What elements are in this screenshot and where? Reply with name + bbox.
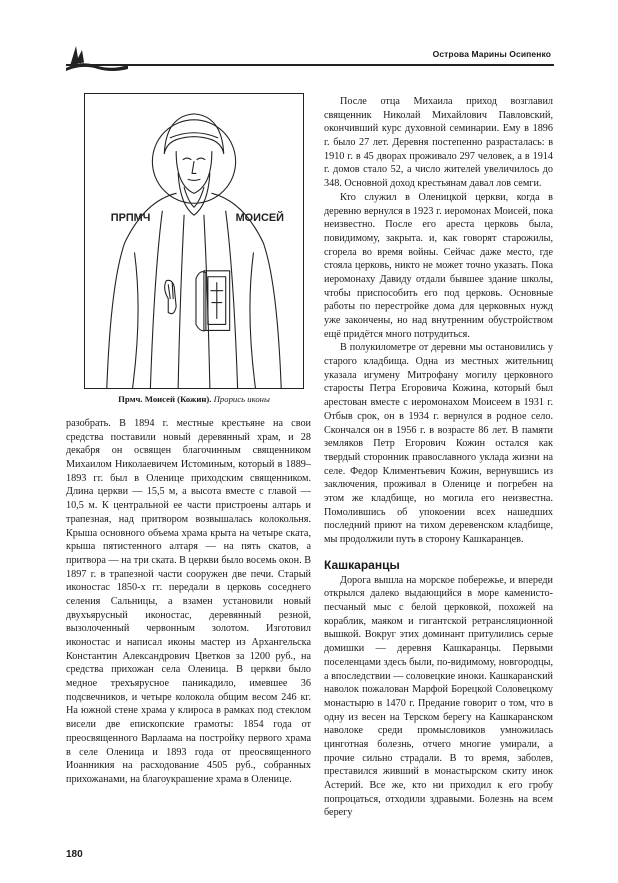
paragraph: В полукилометре от деревни мы остановились у старого кладбища. Одна из местных жительниц указала игумену Митрофану могилу церковного старосты Петра Егоровича Кожина, который был арестован вместе с иеромонахом Моисеем в 1931 г. Отбыв срок, он в 1934 г. вернулся в родное село. Скончался он в 1956 г. в возрасте 86 лет. В памяти земляков Петр Егорович Кожин остался как твердый сторонник православного уклада жизни на селе. Федор Климентьевич Кожин, вернувшись из заключения, проживал в Оленице и погребен на этом же кладбище, но могила его неизвестна. Помолившись об упокоении всех нашедших последний приют на тихом деревенском кладбище, мы продолжили путь в сторону Кашкаранцев. — [324, 342, 553, 545]
icon-inscription-right: МОИСЕЙ — [235, 212, 284, 225]
paragraph: После отца Михаила приход возглавил священник Николай Михайлович Павловский, окончивший курс духовной семинарии. Ему в 1896 г. было 27 лет. Деревня постепенно разрасталась: в 1910 г. в 45 дворах проживало 297 человек, а в 1914 г. домов стало 52, а число жителей увеличилось до 348. Основной доход крестьянам давал лов семги. — [324, 96, 553, 190]
caption-subtitle: Прорись иконы — [213, 394, 270, 404]
publisher-logo — [62, 38, 132, 78]
paragraph: Дорога вышла на морское побережье, и впереди открылся далеко выдающийся в море каменисто-песчаный мыс с белой церковкой, похожей на кораблик, маяком и гигантской ретрансляционной вышкой. Вокруг этих доминант притулились серые домишки — деревня Кашкаранцы. Первыми поселенцами здесь были, по-видимому, новгородцы, а впоследствии — соловецкие иноки. Кашкаранский наволок пожалован Марфой Борецкой Соловецкому монастырю в 1470 г. Предание говорит о том, что в одну из весен на Терском берегу на Кашкаранском наволоке среди промысловиков умножилась цинготная болезнь, отчего многие умирали, а прочие сильно страдали. В то время, заболев, преставился живший в монастырском скиту инок Астерий. Все же, кто ни приходил к его гробу попроцаться, отходили здравыми. Болезнь на всем берегу — [324, 574, 553, 819]
left-column-text — [66, 417, 311, 787]
icon-inscription-left: ПРПМЧ — [110, 212, 151, 225]
figure-caption — [76, 394, 312, 404]
paragraph: разобрать. В 1894 г. местные крестьяне на свои средства поставили новый деревянный храм, и 28 декабря он освящен благочинным священником Михаилом Николаевичем Истоминым, который в 1889–1893 гг. был в Оленице приходским священником. Длина церкви — 15,5 м, а высота вместе с главой — 10,5 м. К центральной ее части пристроены алтарь и трапезная, над притвором возвышалась колокольня. Крыша основного объема храма крыта на четыре ската, крыша пятистенного алтаря — на пять скатов, а притвора — на три ската. В церкви было восемь окон. В 1897 г. в трапезной части сооружен две печи. Старый иконостас 1850-х гг. передали в церковь соседнего селения Сальницы, а взамен установили новый двухъярусный иконостас, деревянный резной, вызолоченный червонным золотом. Изготовил иконостас и написал иконы мастер из Архангельска Константин Александрович Цветков за 1200 руб., на средства прихожан села Оленица. В церкви было медное трехъярусное паникадило, имевшее 36 подсвечников, и четыре колокола общим весом 246 кг. На южной стене храма у клироса в рамках под стеклом висели две епископские грамоты: 1854 года от преосвященного Варлаама на постройку первого храма в селе Оленица и 1893 года от преосвященного Иоанникия на расходование 4505 руб., собранных прихожанами, на благоукрашение храма в Оленице. — [66, 418, 311, 785]
page-number: 180 — [66, 849, 83, 860]
icon-illustration — [84, 93, 304, 389]
paragraph: Кто служил в Оленицкой церкви, когда в деревню вернулся в 1923 г. иеромонах Моисей, пока неизвестно. После его ареста церковь была, повидимому, закрыта. и, как говорят старожилы, сгорела во время войны. Сейчас даже место, где стояла церковь, никто не может точно указать. Пока иеромонаху Давиду отдали бывшее здание школы, чтобы приспособить его под церковь. Основные работы по перестройке дома для церковных нужд уже закончены, но над внутренним обустройством ещё придётся много потрудиться. — [324, 191, 553, 340]
right-column-text — [324, 95, 553, 820]
section-heading: Кашкаранцы — [324, 557, 400, 572]
header-rule — [66, 64, 554, 66]
caption-title: Прмч. Моисей (Кожин). — [118, 394, 212, 404]
running-title: Острова Марины Осипенко — [432, 49, 551, 59]
